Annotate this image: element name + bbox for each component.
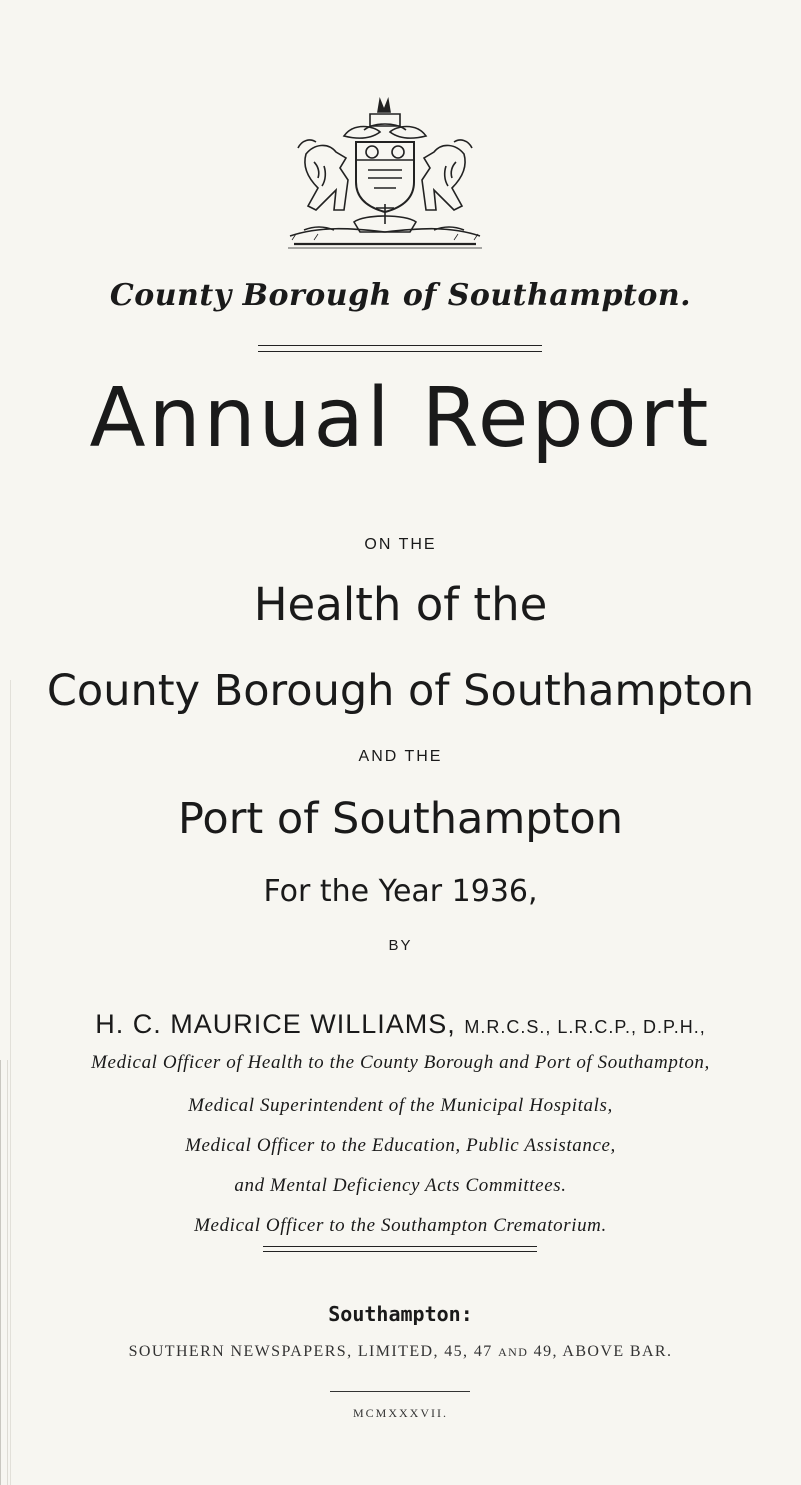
role-line: Medical Officer to the Southampton Crematorium. [194,1215,607,1236]
borough-heading: County Borough of Southampton. [109,278,692,313]
imprint-rule [330,1391,470,1392]
imprint-printer [0,1343,801,1361]
printer-name: SOUTHERN NEWSPAPERS, LIMITED, 45, 47 [128,1343,493,1360]
role-line: Medical Officer to the Education, Public Assistance, [185,1135,616,1156]
and-the-label: AND THE [358,748,443,765]
imprint-year: MCMXXXVII. [353,1406,448,1420]
year-heading: For the Year 1936, [263,874,538,909]
imprint-place: Southampton: [328,1302,473,1326]
printer-and: AND [498,1345,529,1359]
county-borough-heading: County Borough of Southampton [46,666,755,716]
author-name-line [0,1009,801,1040]
page-binding-edge [0,1060,8,1485]
header-double-rule [258,345,542,352]
printer-address: 49, ABOVE BAR. [533,1343,673,1360]
health-of-the-heading: Health of the [253,578,548,631]
role-line: Medical Officer of Health to the County Borough and Port of Southampton, [91,1052,710,1073]
role-line: and Mental Deficiency Acts Committees. [234,1175,567,1196]
author-qualifications: M.R.C.S., L.R.C.P., D.P.H., [464,1017,706,1037]
coat-of-arms-icon [284,96,486,256]
role-line: Medical Superintendent of the Municipal Hospitals, [188,1095,613,1116]
by-label: BY [388,937,413,954]
port-heading: Port of Southampton [178,794,623,844]
author-name: H. C. MAURICE WILLIAMS, [95,1009,456,1039]
on-the-label: ON THE [364,536,437,553]
report-title: Annual Report [89,371,712,466]
footer-double-rule [263,1246,537,1252]
